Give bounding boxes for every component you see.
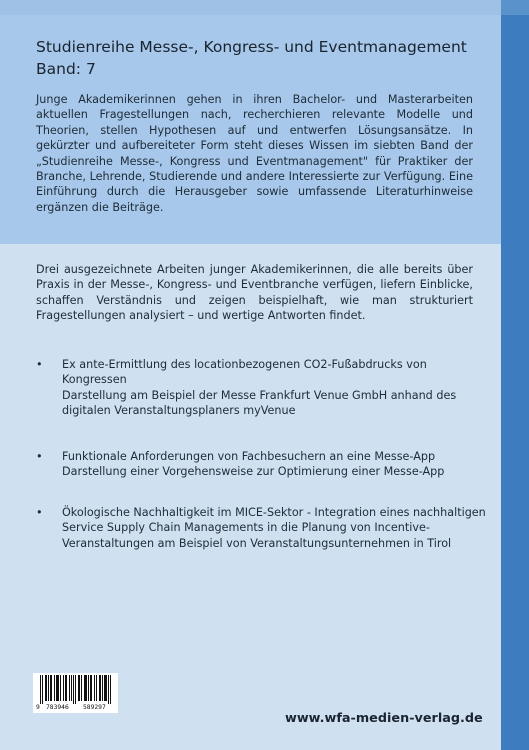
- bullet: •: [36, 450, 43, 463]
- barcode-digit-first: 9: [36, 704, 40, 711]
- barcode-digits-right: 589297: [83, 704, 106, 711]
- barcode-bars: [36, 675, 115, 704]
- top-strip: [0, 0, 501, 15]
- lead-paragraph: Drei ausgezeichnete Arbeiten junger Akademikerinnen, die alle bereits über Praxis in der Messe-, Kongress- und Eventbranche verfügen, liefern Einblicke, schaffen Verständnis und zeigen beispielhaft, wie man strukturiert Fragestellungen analysiert – und wertige Antworten findet.: [36, 263, 473, 323]
- bullet: •: [36, 506, 43, 519]
- list-item-subtitle: Darstellung einer Vorgehensweise zur Optimierung einer Messe-App: [62, 465, 445, 479]
- intro-paragraph: Junge Akademikerinnen gehen in ihren Bachelor- und Masterarbeiten aktuellen Fragestellungen nach, recherchieren relevante Modelle und Theorien, stellen Hypothesen auf und entwerfen Lösungsansätze. In gekürzter und aufbereiteter Form steht dieses Wissen im siebten Band der „Studienreihe Messe-, Kongress und Eventmanagement" für Praktiker der Branche, Lehrende, Studierende und andere Interessierte zur Verfügung. Eine Einführung durch die Herausgeber sowie umfassende Literaturhinweise ergänzen die Beiträge.: [36, 93, 473, 214]
- spine-bar: [501, 0, 529, 750]
- spine-bar-top: [501, 0, 529, 15]
- list-item-title: Ex ante-Ermittlung des locationbezogenen CO2-Fußabdrucks von Kongressen: [62, 358, 427, 387]
- barcode-digits-left: 783946: [46, 704, 69, 711]
- publisher-website: www.wfa-medien-verlag.de: [285, 711, 483, 726]
- list-item-text: [62, 357, 492, 419]
- series-title: Studienreihe Messe-, Kongress- und Eventmanagement: [36, 38, 467, 56]
- volume-number: Band: 7: [36, 60, 96, 78]
- list-item-subtitle: Darstellung am Beispiel der Messe Frankfurt Venue GmbH anhand des digitalen Veranstaltungsplaners myVenue: [62, 388, 457, 418]
- list-item-title: Funktionale Anforderungen von Fachbesuchern an eine Messe-App: [62, 450, 436, 463]
- isbn-barcode: [33, 673, 118, 713]
- list-item-title: Ökologische Nachhaltigkeit im MICE-Sektor - Integration eines nachhaltigen Service Supply Chain Managements in die Planung von Incentive-Veranstaltungen am Beispiel von Veranstaltungsunternehmen in Tirol: [62, 506, 486, 550]
- list-item-text: [62, 449, 492, 480]
- bullet: •: [36, 358, 43, 371]
- list-item-text: [62, 505, 492, 551]
